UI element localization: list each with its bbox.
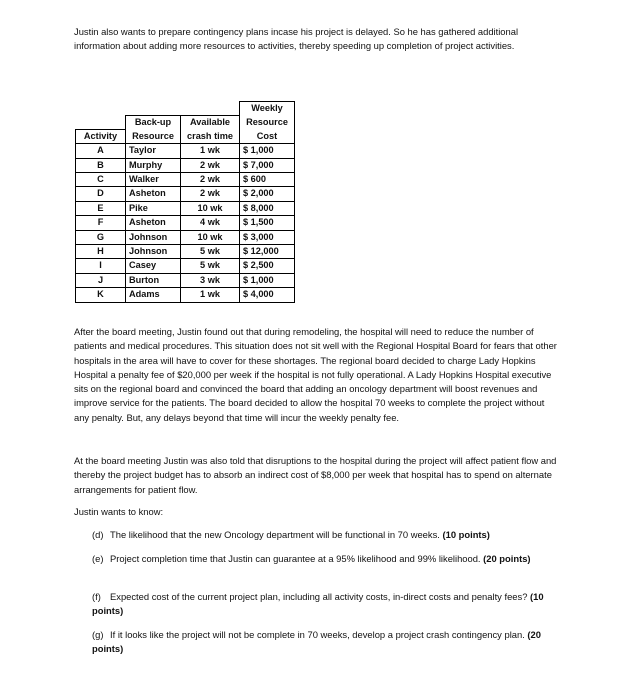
table-row <box>76 144 295 158</box>
cell-crash-time: 3 wk <box>181 273 240 287</box>
question-label: (f) <box>92 591 101 602</box>
table-row <box>76 216 295 230</box>
cell-activity: H <box>76 245 126 259</box>
cell-weekly-cost: $ 2,000 <box>240 187 295 201</box>
cell-weekly-cost: $ 7,000 <box>240 158 295 172</box>
table-row <box>76 245 295 259</box>
cell-crash-time: 2 wk <box>181 158 240 172</box>
cell-activity: G <box>76 230 126 244</box>
cell-activity: A <box>76 144 126 158</box>
cell-weekly-cost: $ 1,000 <box>240 144 295 158</box>
cell-activity: I <box>76 259 126 273</box>
cell-crash-time: 1 wk <box>181 144 240 158</box>
indirect-cost-paragraph: At the board meeting Justin was also told that disruptions to the hospital during the project will affect patient flow and thereby the project budget has to absorb an indirect cost of $8,000 per week that hospital has to spend on alternate arrangements for patient flow. <box>74 455 557 495</box>
question-text: Expected cost of the current project plan, including all activity costs, in-direct costs and penalty fees? <box>110 591 531 602</box>
cell-activity: C <box>76 173 126 187</box>
question-g <box>92 628 560 657</box>
cell-crash-time: 5 wk <box>181 245 240 259</box>
table-header-row <box>76 129 295 143</box>
header-crash-line2: crash time <box>181 129 240 143</box>
cell-crash-time: 5 wk <box>181 259 240 273</box>
table-row <box>76 259 295 273</box>
cell-activity: K <box>76 288 126 302</box>
question-label: (d) <box>92 529 104 540</box>
question-points: (20 points) <box>483 553 531 564</box>
table-header-row <box>76 102 295 116</box>
cell-resource: Casey <box>126 259 181 273</box>
cell-crash-time: 4 wk <box>181 216 240 230</box>
question-points: (10 points) <box>92 591 544 617</box>
question-text: Project completion time that Justin can guarantee at a 95% likelihood and 99% likelihood. <box>110 553 484 564</box>
resource-table <box>75 101 295 303</box>
cell-resource: Johnson <box>126 230 181 244</box>
header-weekly-cost-line3: Cost <box>240 129 295 143</box>
question-points: (20 points) <box>92 629 541 655</box>
cell-weekly-cost: $ 8,000 <box>240 201 295 215</box>
cell-crash-time: 2 wk <box>181 173 240 187</box>
header-weekly-cost-line2: Resource <box>240 115 295 129</box>
cell-resource: Asheton <box>126 187 181 201</box>
cell-weekly-cost: $ 12,000 <box>240 245 295 259</box>
table-header-row <box>76 115 295 129</box>
header-activity: Activity <box>76 129 126 143</box>
cell-resource: Adams <box>126 288 181 302</box>
table-row <box>76 288 295 302</box>
cell-resource: Asheton <box>126 216 181 230</box>
table-row <box>76 230 295 244</box>
cell-crash-time: 10 wk <box>181 201 240 215</box>
question-f <box>92 590 560 619</box>
question-points: (10 points) <box>442 529 490 540</box>
cell-resource: Walker <box>126 173 181 187</box>
cell-resource: Pike <box>126 201 181 215</box>
question-text: If it looks like the project will not be complete in 70 weeks, develop a project crash contingency plan. <box>110 629 528 640</box>
table-row <box>76 173 295 187</box>
cell-weekly-cost: $ 4,000 <box>240 288 295 302</box>
cell-activity: D <box>76 187 126 201</box>
intro-paragraph: Justin also wants to prepare contingency plans incase his project is delayed. So he has gathered additional information about adding more resources to activities, thereby speeding up completion of project activities. <box>74 26 519 52</box>
table-row <box>76 201 295 215</box>
cell-weekly-cost: $ 1,500 <box>240 216 295 230</box>
table-row <box>76 158 295 172</box>
cell-activity: J <box>76 273 126 287</box>
table-row <box>76 273 295 287</box>
cell-weekly-cost: $ 600 <box>240 173 295 187</box>
cell-resource: Murphy <box>126 158 181 172</box>
question-label: (g) <box>92 629 104 640</box>
header-backup-line2: Resource <box>126 129 181 143</box>
questions-intro: Justin wants to know: <box>74 506 164 517</box>
cell-resource: Johnson <box>126 245 181 259</box>
question-d <box>92 528 560 542</box>
header-backup-line1: Back-up <box>126 115 181 129</box>
cell-crash-time: 2 wk <box>181 187 240 201</box>
question-e <box>92 552 560 566</box>
cell-weekly-cost: $ 1,000 <box>240 273 295 287</box>
cell-weekly-cost: $ 2,500 <box>240 259 295 273</box>
header-weekly-cost-line1: Weekly <box>240 102 295 116</box>
question-text: The likelihood that the new Oncology department will be functional in 70 weeks. <box>110 529 443 540</box>
cell-resource: Burton <box>126 273 181 287</box>
board-meeting-paragraph: After the board meeting, Justin found out that during remodeling, the hospital will need to reduce the number of patients and medical procedures. This situation does not sit well with the Regional Hospital Board for fears that other hospitals in the area will have to cover for these shortages. The regional board decided to charge Lady Hopkins Hospital a penalty fee of $20,000 per week if the hospital is not fully operational. A Lady Hopkins Hospital executive sits on the regional board and convinced the board that adding an oncology department will boost revenues and improve service for the patients. The board decided to allow the hospital 70 weeks to complete the project without any penalty. But, any delays beyond that time will incur the weekly penalty fee. <box>74 326 557 423</box>
question-label: (e) <box>92 553 104 564</box>
cell-crash-time: 10 wk <box>181 230 240 244</box>
cell-resource: Taylor <box>126 144 181 158</box>
cell-activity: F <box>76 216 126 230</box>
cell-activity: E <box>76 201 126 215</box>
cell-crash-time: 1 wk <box>181 288 240 302</box>
header-crash-line1: Available <box>181 115 240 129</box>
cell-activity: B <box>76 158 126 172</box>
table-row <box>76 187 295 201</box>
cell-weekly-cost: $ 3,000 <box>240 230 295 244</box>
